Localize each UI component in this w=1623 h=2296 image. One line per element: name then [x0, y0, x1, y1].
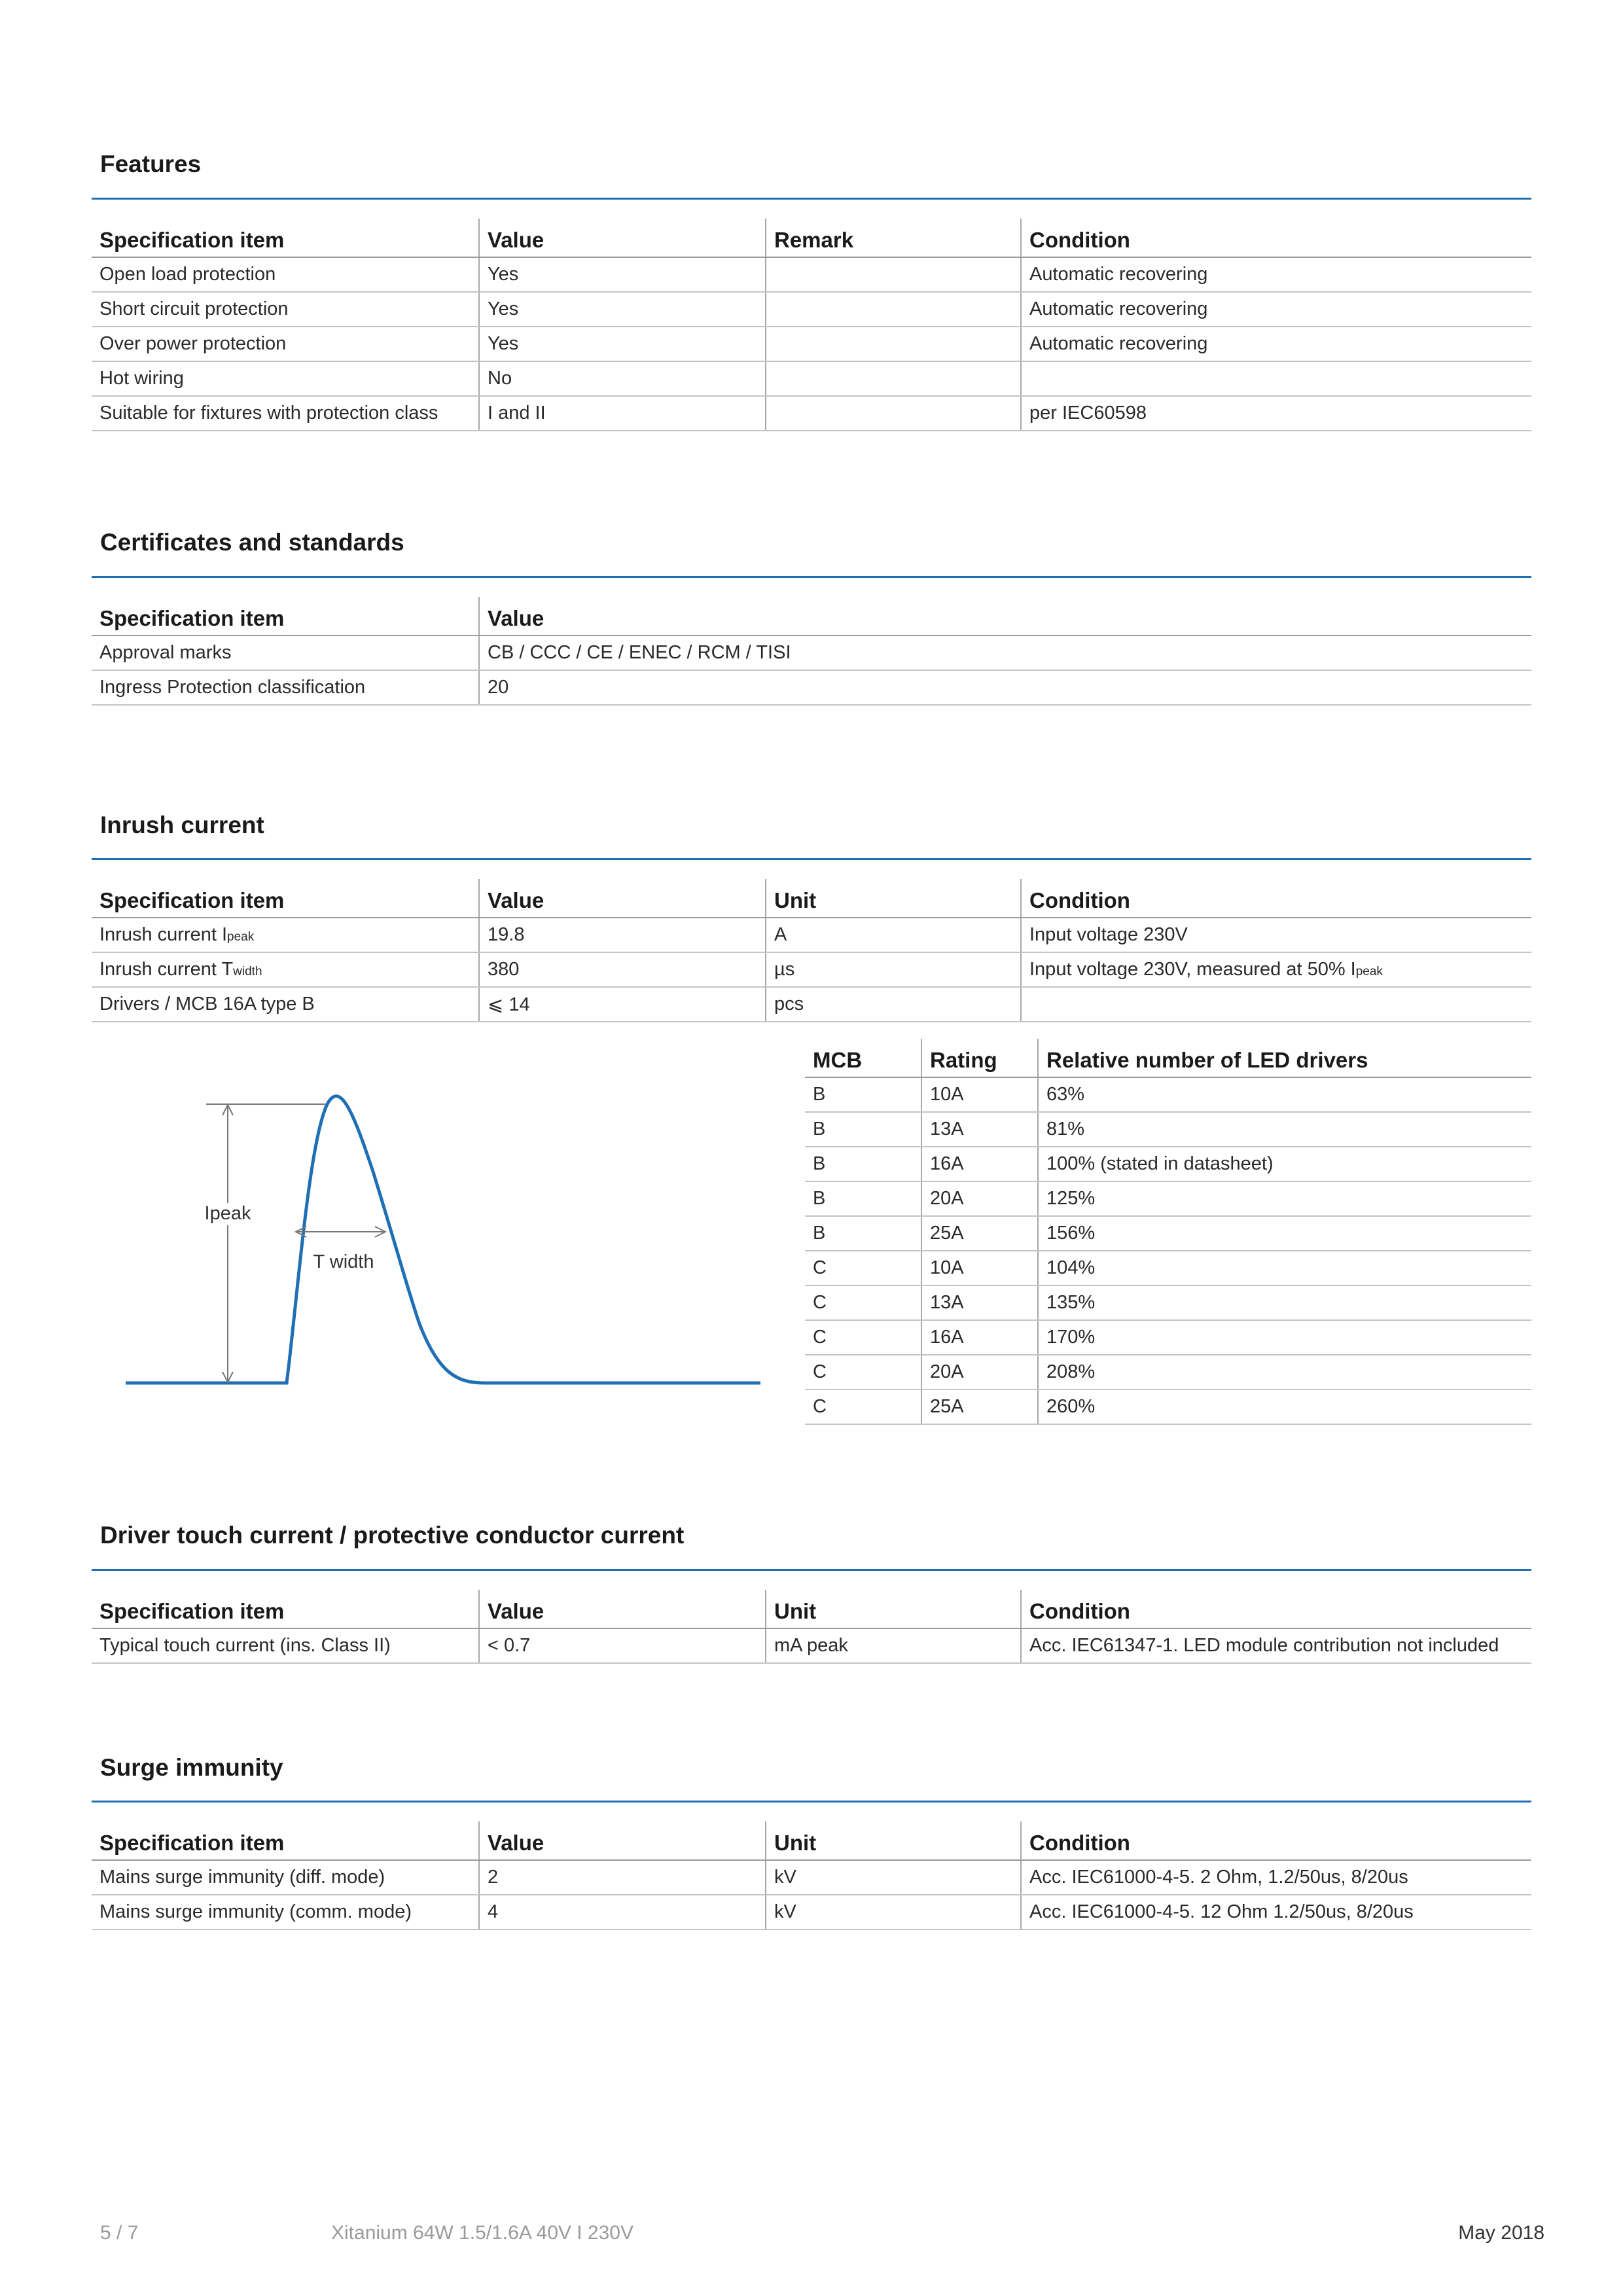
table-cell: C [805, 1390, 921, 1424]
table-cell: 380 [479, 952, 766, 987]
table-cell: 16A [921, 1320, 1038, 1355]
column-header: Condition [1021, 1821, 1531, 1860]
table-cell [92, 952, 479, 987]
column-header: Specification item [92, 597, 479, 636]
page-number: 5 / 7 [100, 2222, 139, 2244]
table-cell: 170% [1038, 1320, 1531, 1355]
table-cell: µs [766, 952, 1021, 987]
table-cell: C [805, 1355, 921, 1390]
table-cell: Automatic recovering [1021, 257, 1531, 292]
table-cell: Yes [479, 327, 766, 361]
table-cell [766, 396, 1021, 431]
table-row [92, 327, 1531, 361]
table-cell: Ingress Protection classification [92, 670, 479, 705]
table-row [92, 361, 1531, 396]
column-header: Specification item [92, 1821, 479, 1860]
certificates-table [92, 597, 1531, 706]
item-text: Drivers / MCB 16A type B [99, 994, 315, 1014]
column-header: Unit [766, 1590, 1021, 1628]
inrush-table [92, 879, 1531, 1022]
table-cell: pcs [766, 987, 1021, 1022]
table-cell [766, 257, 1021, 292]
table-cell: C [805, 1251, 921, 1285]
table-row [92, 987, 1531, 1022]
table-cell: Typical touch current (ins. Class II) [92, 1628, 479, 1663]
touch-current-title: Driver touch current / protective conductor current [100, 1522, 685, 1549]
table-cell [1021, 987, 1531, 1022]
table-cell: Mains surge immunity (comm. mode) [92, 1895, 479, 1929]
table-cell: 135% [1038, 1285, 1531, 1320]
table-cell: 16A [921, 1147, 1038, 1181]
table-cell: 10A [921, 1077, 1038, 1112]
table-cell: Yes [479, 257, 766, 292]
table-cell: B [805, 1112, 921, 1147]
table-row [92, 670, 1531, 705]
table-cell: mA peak [766, 1628, 1021, 1663]
table-cell [766, 327, 1021, 361]
column-header: Unit [766, 879, 1021, 918]
table-cell [1021, 361, 1531, 396]
column-header: Unit [766, 1821, 1021, 1860]
table-cell: No [479, 361, 766, 396]
table-row [92, 952, 1531, 987]
column-header: Value [479, 879, 766, 918]
table-cell: kV [766, 1895, 1021, 1929]
table-cell: Suitable for fixtures with protection class [92, 396, 479, 431]
table-row [92, 292, 1531, 327]
table-cell: 125% [1038, 1181, 1531, 1216]
table-row [92, 1895, 1531, 1929]
document-date: May 2018 [1458, 2222, 1544, 2244]
table-cell: kV [766, 1860, 1021, 1895]
table-cell: 13A [921, 1112, 1038, 1147]
table-cell: I and II [479, 396, 766, 431]
certificates-title: Certificates and standards [100, 529, 404, 556]
table-row [805, 1147, 1531, 1181]
column-header: MCB [805, 1039, 921, 1077]
twidth-label: T width [313, 1251, 374, 1272]
table-cell: 20A [921, 1355, 1038, 1390]
table-row [805, 1112, 1531, 1147]
table-cell: 260% [1038, 1390, 1531, 1424]
table-cell: Acc. IEC61000-4-5. 12 Ohm 1.2/50us, 8/20us [1021, 1895, 1531, 1929]
table-row [805, 1390, 1531, 1424]
table-cell: 4 [479, 1895, 766, 1929]
subscript: peak [227, 930, 255, 944]
table-cell: Approval marks [92, 636, 479, 670]
table-cell: 2 [479, 1860, 766, 1895]
surge-rule [92, 1801, 1531, 1803]
column-header: Remark [766, 219, 1021, 257]
table-cell: Automatic recovering [1021, 327, 1531, 361]
table-cell [92, 918, 479, 952]
table-cell: 25A [921, 1390, 1038, 1424]
mcb-table [805, 1039, 1531, 1425]
table-cell: 156% [1038, 1216, 1531, 1251]
table-cell: 20A [921, 1181, 1038, 1216]
table-cell [1021, 952, 1531, 987]
table-row [805, 1285, 1531, 1320]
table-row [92, 257, 1531, 292]
certificates-rule [92, 576, 1531, 578]
product-name: Xitanium 64W 1.5/1.6A 40V I 230V [331, 2222, 633, 2244]
table-cell: 25A [921, 1216, 1038, 1251]
table-cell: 100% (stated in datasheet) [1038, 1147, 1531, 1181]
table-cell: C [805, 1285, 921, 1320]
inrush-title: Inrush current [100, 812, 264, 838]
table-cell: C [805, 1320, 921, 1355]
column-header: Specification item [92, 1590, 479, 1628]
table-row [805, 1077, 1531, 1112]
column-header: Rating [921, 1039, 1038, 1077]
touch-current-table [92, 1590, 1531, 1664]
inrush-pulse-diagram [118, 1086, 772, 1401]
table-cell: per IEC60598 [1021, 396, 1531, 431]
features-title: Features [100, 151, 202, 177]
table-cell: 63% [1038, 1077, 1531, 1112]
table-cell: 104% [1038, 1251, 1531, 1285]
table-row [92, 396, 1531, 431]
table-cell: Hot wiring [92, 361, 479, 396]
condition-text: Input voltage 230V [1029, 924, 1188, 945]
column-header: Relative number of LED drivers [1038, 1039, 1531, 1077]
table-cell: B [805, 1147, 921, 1181]
table-row [92, 1860, 1531, 1895]
ipeak-label: Ipeak [204, 1203, 251, 1224]
item-text: Inrush current T [99, 959, 234, 980]
item-text: Inrush current I [99, 924, 228, 945]
column-header: Value [479, 1590, 766, 1628]
condition-text: Input voltage 230V, measured at 50% I [1029, 959, 1356, 980]
table-cell: B [805, 1181, 921, 1216]
column-header: Value [479, 219, 766, 257]
column-header: Condition [1021, 879, 1531, 918]
inrush-rule [92, 858, 1531, 860]
table-cell: 19.8 [479, 918, 766, 952]
table-row [805, 1181, 1531, 1216]
table-cell: Over power protection [92, 327, 479, 361]
table-row [92, 1628, 1531, 1663]
table-row [805, 1251, 1531, 1285]
table-cell: Open load protection [92, 257, 479, 292]
column-header: Condition [1021, 1590, 1531, 1628]
surge-table [92, 1821, 1531, 1930]
touch-current-rule [92, 1569, 1531, 1571]
table-cell: Mains surge immunity (diff. mode) [92, 1860, 479, 1895]
table-row [805, 1216, 1531, 1251]
table-cell: ⩽ 14 [479, 987, 766, 1022]
column-header: Value [479, 597, 1531, 636]
table-cell: Yes [479, 292, 766, 327]
table-cell: < 0.7 [479, 1628, 766, 1663]
table-cell: Short circuit protection [92, 292, 479, 327]
table-cell: 20 [479, 670, 1531, 705]
table-row [92, 636, 1531, 670]
table-cell: Acc. IEC61347-1. LED module contribution not included [1021, 1628, 1531, 1663]
subscript: width [233, 965, 262, 978]
surge-title: Surge immunity [100, 1754, 283, 1781]
column-header: Specification item [92, 219, 479, 257]
table-cell: B [805, 1216, 921, 1251]
table-cell: Automatic recovering [1021, 292, 1531, 327]
table-cell [766, 361, 1021, 396]
table-cell: 81% [1038, 1112, 1531, 1147]
table-row [92, 918, 1531, 952]
column-header: Specification item [92, 879, 479, 918]
pulse-curve [126, 1096, 760, 1383]
table-cell: 10A [921, 1251, 1038, 1285]
table-cell: Acc. IEC61000-4-5. 2 Ohm, 1.2/50us, 8/20us [1021, 1860, 1531, 1895]
column-header: Condition [1021, 219, 1531, 257]
table-cell [1021, 918, 1531, 952]
table-cell: 13A [921, 1285, 1038, 1320]
table-cell [766, 292, 1021, 327]
features-table [92, 219, 1531, 431]
table-cell: A [766, 918, 1021, 952]
table-cell: CB / CCC / CE / ENEC / RCM / TISI [479, 636, 1531, 670]
column-header: Value [479, 1821, 766, 1860]
table-row [805, 1355, 1531, 1390]
table-cell: B [805, 1077, 921, 1112]
table-cell [92, 987, 479, 1022]
features-rule [92, 198, 1531, 200]
subscript: peak [1355, 965, 1383, 978]
table-row [805, 1320, 1531, 1355]
table-cell: 208% [1038, 1355, 1531, 1390]
